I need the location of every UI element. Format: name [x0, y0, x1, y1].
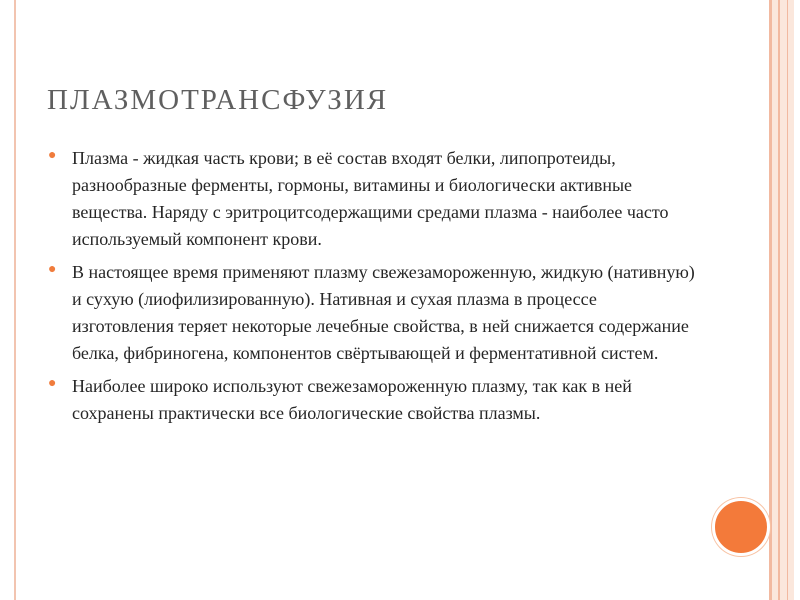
list-item: [46, 373, 696, 427]
right-border-line: [769, 0, 772, 600]
list-item-text: Наиболее широко используют свежезамороженную плазму, так как в ней сохранены практически все биологические свойства плазмы.: [72, 376, 632, 423]
right-border-line: [787, 0, 788, 600]
right-border-band: [772, 0, 794, 600]
bullet-dot-icon: ●: [48, 148, 57, 163]
list-item: [46, 259, 696, 367]
left-border-line: [14, 0, 16, 600]
right-border-line: [778, 0, 780, 600]
bullet-list: [46, 145, 696, 433]
bullet-dot-icon: ●: [48, 262, 57, 277]
slide-title: ПЛАЗМОТРАНСФУЗИЯ: [47, 84, 389, 116]
list-item: [46, 145, 696, 253]
list-item-text: В настоящее время применяют плазму свежезамороженную, жидкую (нативную) и сухую (лиофилизированную). Нативная и сухая плазма в процессе изготовления теряет некоторые лечебные свойства, в ней снижается содержание белка, фибриногена, компонентов свёртывающей и ферментативной систем.: [72, 262, 695, 363]
right-border-edge: [796, 0, 800, 600]
list-item-text: Плазма - жидкая часть крови; в её состав входят белки, липопротеиды, разнообразные ферменты, гормоны, витамины и биологически активные вещества. Наряду с эритроцитсодержащими средами плазма - наиболее часто используемый компонент крови.: [72, 148, 669, 249]
decorative-circle-icon: [712, 498, 770, 556]
bullet-dot-icon: ●: [48, 376, 57, 391]
